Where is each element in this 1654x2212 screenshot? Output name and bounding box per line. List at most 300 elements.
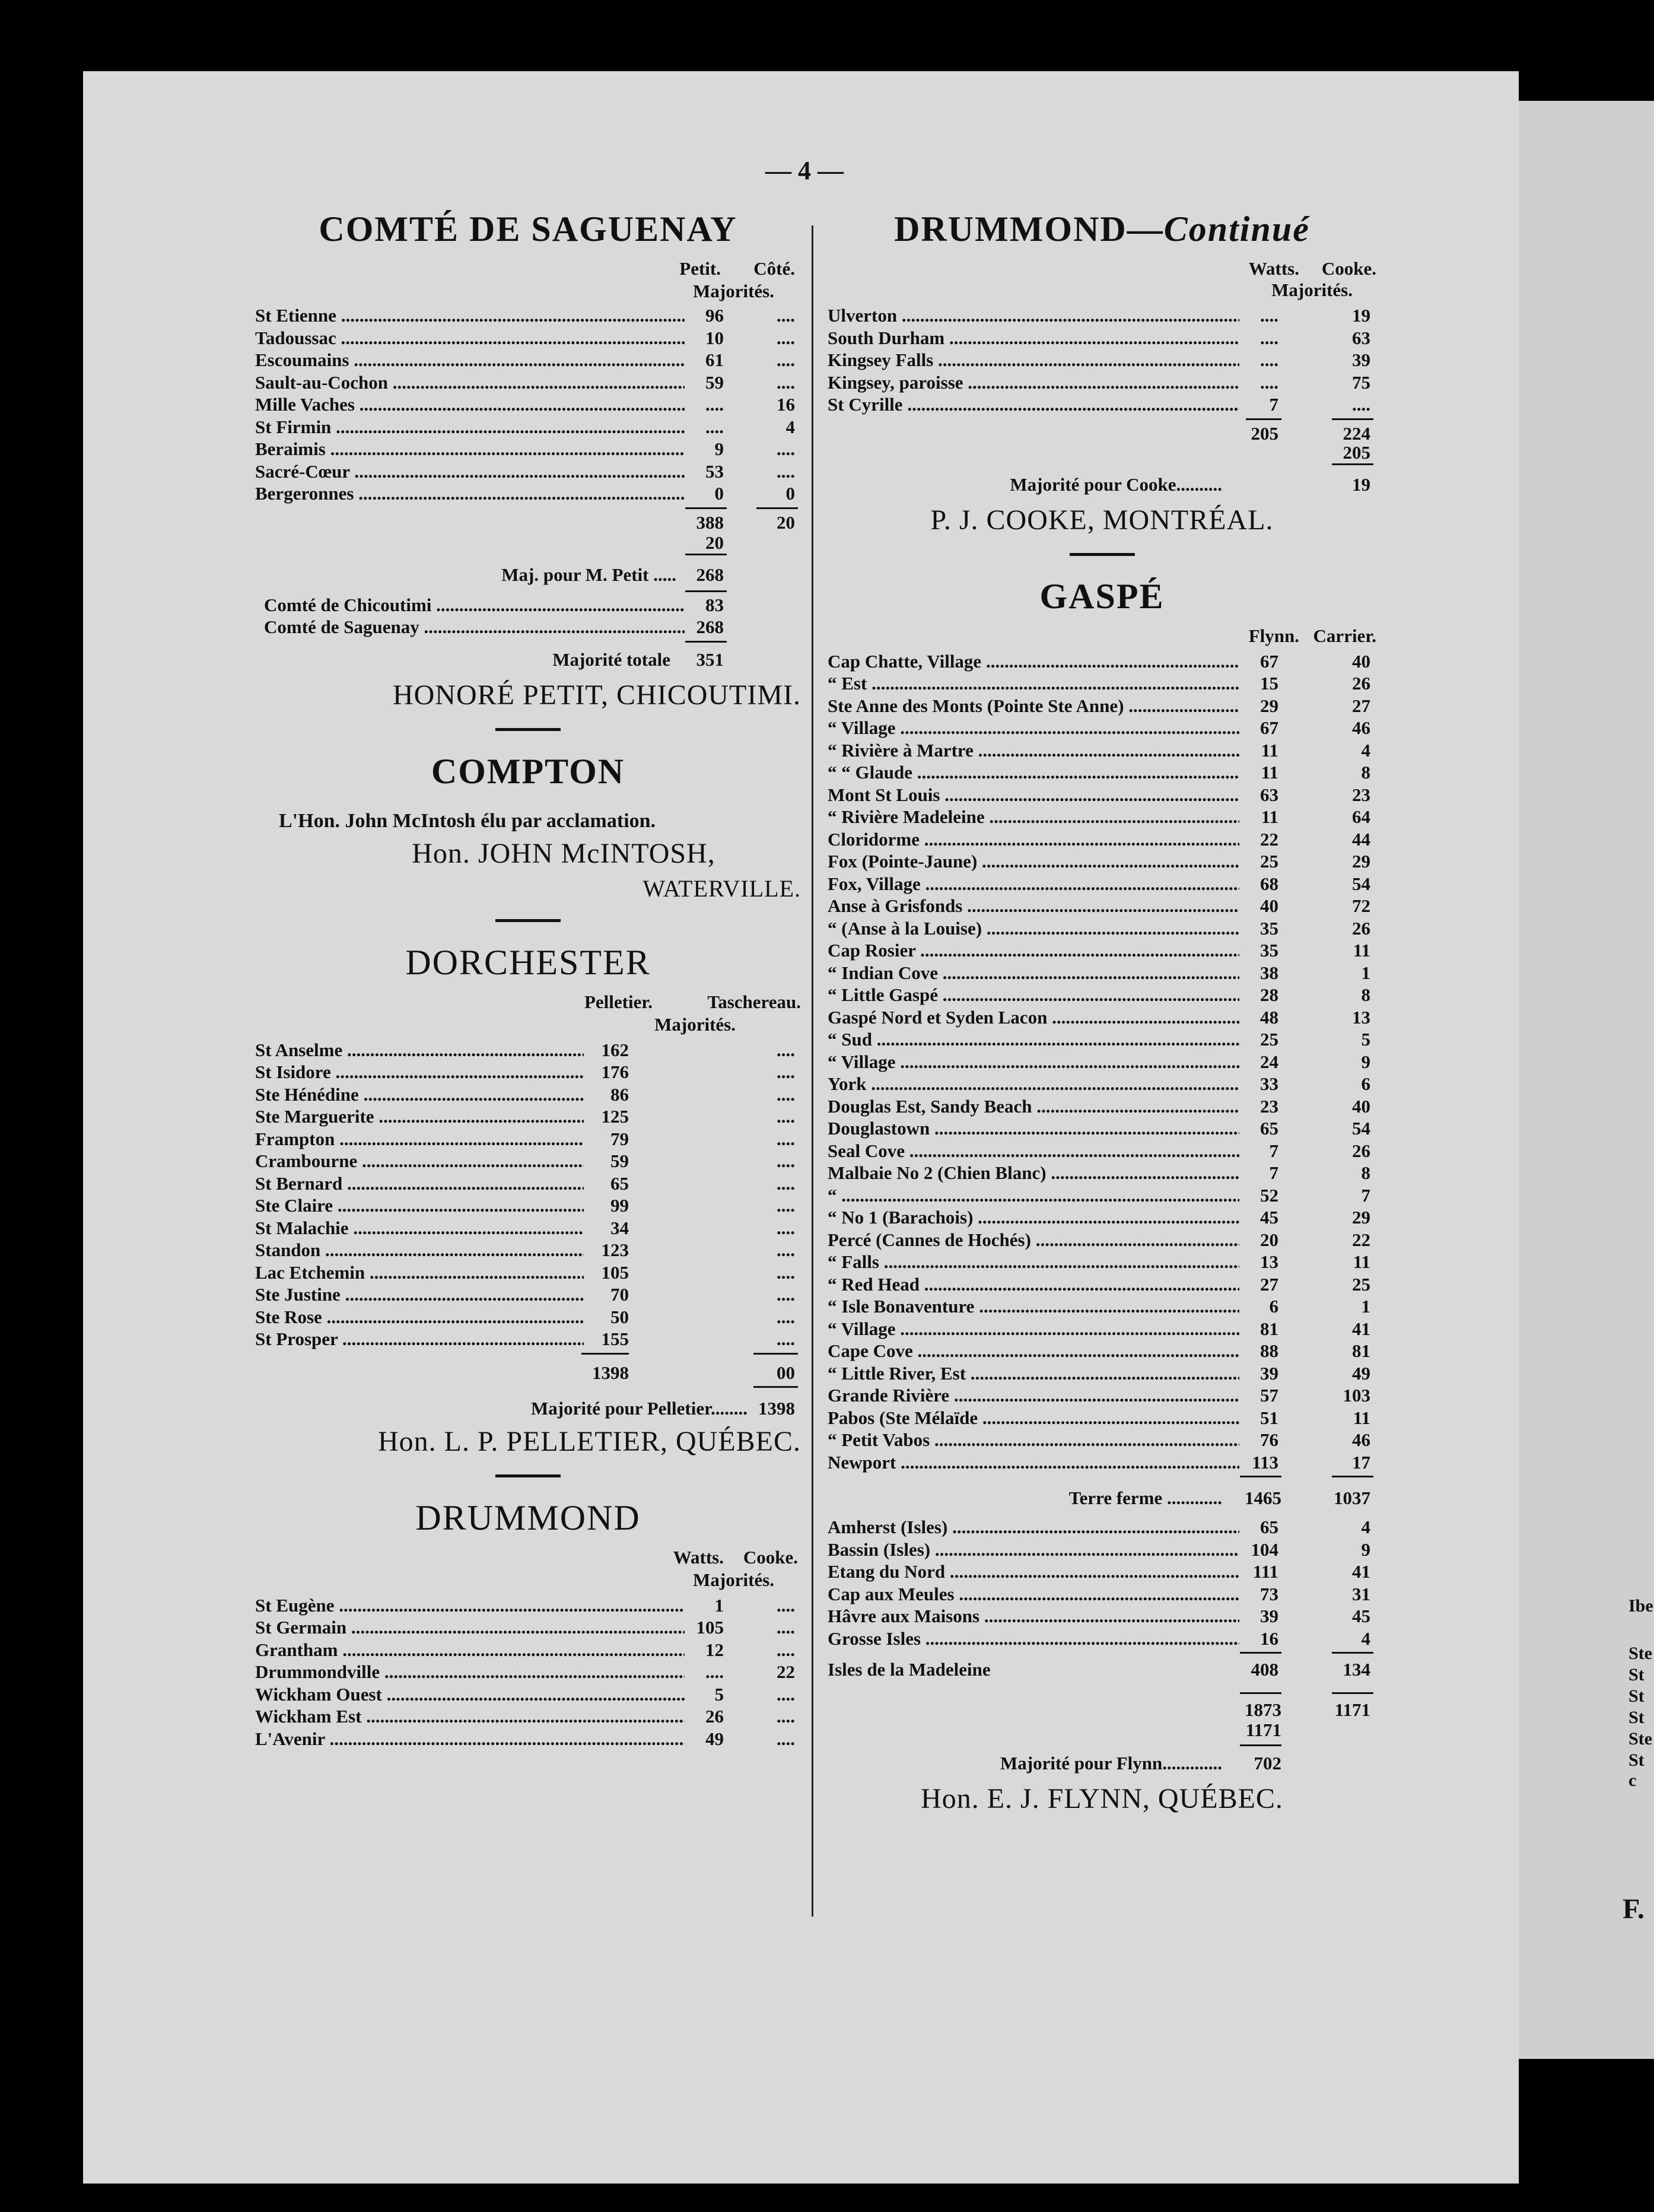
table-row xyxy=(828,371,1376,394)
row-name: Grantham ..... xyxy=(255,1639,694,1661)
col-header-majorites: Majorités. xyxy=(654,1013,736,1035)
dorchester-total xyxy=(255,1350,801,1398)
col-header-flynn: Flynn. xyxy=(1248,625,1299,646)
drummond-cont-title-main: DRUMMOND— xyxy=(894,209,1164,249)
row-value-a: .... xyxy=(1239,327,1278,349)
row-value-b: .... xyxy=(756,1639,795,1661)
row-value-a: 48 xyxy=(1239,1006,1278,1028)
row-value-a: 29 xyxy=(1239,695,1278,717)
next-page-fragment: F. xyxy=(1623,1893,1645,1925)
row-value-b: .... xyxy=(756,1594,795,1616)
row-name: Mille Vaches ..... xyxy=(255,393,694,415)
table-row xyxy=(255,1194,801,1217)
row-value-b: 11 xyxy=(1331,1407,1370,1429)
dorchester-table xyxy=(255,1039,801,1350)
table-row xyxy=(255,1061,801,1083)
drummond-cont-title-italic: Continué xyxy=(1163,209,1310,249)
row-value-b: .... xyxy=(750,1172,795,1194)
table-row xyxy=(255,1239,801,1261)
saguenay-elected: HONORÉ PETIT, CHICOUTIMI. xyxy=(392,679,801,711)
row-value-b: .... xyxy=(750,1283,795,1305)
row-value-a: 39 xyxy=(1239,1362,1278,1384)
row-value-b: 40 xyxy=(1331,650,1370,672)
row-value: 83 xyxy=(685,594,724,616)
saguenay-table xyxy=(255,304,801,505)
table-row xyxy=(255,1217,801,1240)
row-value-a: 28 xyxy=(1239,984,1278,1006)
gaspe-grand-total xyxy=(828,1691,1376,1744)
row-value-a: .... xyxy=(1239,349,1278,371)
row-name: Seal Cove ..... xyxy=(828,1140,1243,1162)
row-value-b: 72 xyxy=(1331,895,1370,917)
majority-value: 702 xyxy=(1254,1753,1281,1774)
row-value-a: 35 xyxy=(1239,939,1278,961)
row-value-b: 26 xyxy=(1331,672,1370,694)
row-value-a: 99 xyxy=(584,1194,629,1216)
row-value-a: 11 xyxy=(1239,806,1278,828)
next-page-edge xyxy=(1519,101,1654,2059)
row-value-b: .... xyxy=(750,1306,795,1328)
row-value-a: 105 xyxy=(685,1616,724,1638)
table-row xyxy=(828,1295,1376,1318)
row-name: Cap Rosier ..... xyxy=(828,939,1243,961)
table-row xyxy=(828,873,1376,895)
row-value-b: 54 xyxy=(1331,873,1370,895)
row-value-a: 40 xyxy=(1239,895,1278,917)
row-name: “ Village ..... xyxy=(828,1051,1243,1073)
row-value-a: 51 xyxy=(1239,1407,1278,1429)
separator xyxy=(495,728,561,731)
row-value-a: 11 xyxy=(1239,761,1278,783)
table-row xyxy=(828,672,1376,695)
table-row xyxy=(828,828,1376,851)
row-name: Escoumains ..... xyxy=(255,349,694,371)
row-value-b: 46 xyxy=(1331,717,1370,739)
row-value-a: 76 xyxy=(1239,1429,1278,1451)
row-name: “ Village ..... xyxy=(828,717,1243,739)
col-header-cooke: Cooke. xyxy=(743,1546,798,1568)
drummond-sub: 205 xyxy=(1343,441,1370,463)
row-name: Percé (Cannes de Hochés) ..... xyxy=(828,1229,1243,1251)
row-value-b: .... xyxy=(750,1105,795,1127)
row-value-a: 25 xyxy=(1239,1028,1278,1050)
table-row xyxy=(828,1340,1376,1362)
row-name: Ste Marguerite ..... xyxy=(255,1105,611,1127)
table-row xyxy=(828,1073,1376,1095)
row-value-b: 4 xyxy=(1331,739,1370,761)
row-value-a: 68 xyxy=(1239,873,1278,895)
row-value-a: 61 xyxy=(685,349,724,371)
row-value-b: 17 xyxy=(1331,1451,1370,1473)
row-value-a: 7 xyxy=(1239,1140,1278,1162)
dorchester-total-pelletier: 1398 xyxy=(592,1362,629,1383)
row-value-b: 5 xyxy=(1331,1028,1370,1050)
row-value-a: 1 xyxy=(685,1594,724,1616)
grand-total-sub: 1171 xyxy=(1245,1720,1281,1740)
row-name: “ Indian Cove ..... xyxy=(828,962,1243,984)
table-row xyxy=(255,1283,801,1306)
drummond-total-watts: 205 xyxy=(1251,422,1278,444)
row-name: Bergeronnes ..... xyxy=(255,482,694,504)
table-row xyxy=(828,349,1376,371)
row-name: “ Rivière à Martre ..... xyxy=(828,739,1243,761)
table-row xyxy=(828,1162,1376,1184)
chicoutimi-row xyxy=(264,594,801,616)
row-name: “ “ Glaude ..... xyxy=(828,761,1243,783)
table-row xyxy=(255,1105,801,1128)
row-name: “ ..... xyxy=(828,1184,1243,1206)
row-value-b: 75 xyxy=(1331,371,1370,393)
compton-title: COMPTON xyxy=(431,751,625,791)
row-value-a: 11 xyxy=(1239,739,1278,761)
row-value-b: 44 xyxy=(1331,828,1370,850)
row-name: Gaspé Nord et Syden Lacon ..... xyxy=(828,1006,1243,1028)
saguenay-county-row xyxy=(264,616,801,638)
table-row xyxy=(255,1328,801,1350)
row-value-b: .... xyxy=(756,1683,795,1705)
drummond-majority xyxy=(828,463,1376,499)
row-value-b: 29 xyxy=(1331,850,1370,872)
row-value-b: 49 xyxy=(1331,1362,1370,1384)
majority-label: Maj. pour M. Petit ..... xyxy=(501,564,676,585)
row-name: Comté de Saguenay ..... xyxy=(264,616,703,638)
majority-label: Majorité pour Flynn............. xyxy=(1000,1753,1222,1774)
table-row xyxy=(828,1318,1376,1340)
gaspe-elected: Hon. E. J. FLYNN, QUÉBEC. xyxy=(921,1783,1283,1814)
next-page-fragment: St xyxy=(1628,1665,1645,1685)
row-value-b: 11 xyxy=(1331,939,1370,961)
row-value-b: 16 xyxy=(756,393,795,415)
table-row xyxy=(255,327,801,349)
table-row xyxy=(828,695,1376,717)
table-row xyxy=(828,393,1376,416)
row-name: St Eugène ..... xyxy=(255,1594,694,1616)
row-value-a: 67 xyxy=(1239,650,1278,672)
row-name: Fox, Village ..... xyxy=(828,873,1243,895)
table-row xyxy=(255,482,801,505)
row-value-b: 81 xyxy=(1331,1340,1370,1362)
row-value-a: 113 xyxy=(1239,1451,1278,1473)
row-value-a: 15 xyxy=(1239,672,1278,694)
row-value-b: 46 xyxy=(1331,1429,1370,1451)
row-name: Drummondville ..... xyxy=(255,1661,694,1683)
majority-value: 19 xyxy=(1352,473,1370,495)
row-value-a: 67 xyxy=(1239,717,1278,739)
table-row xyxy=(828,1539,1376,1561)
row-value-b: .... xyxy=(750,1039,795,1061)
row-name: Mont St Louis ..... xyxy=(828,784,1243,806)
row-name: Wickham Est ..... xyxy=(255,1705,694,1727)
table-row xyxy=(255,1150,801,1172)
drummond-cont-total xyxy=(828,416,1376,463)
table-row xyxy=(828,1229,1376,1251)
row-value-a: 81 xyxy=(1239,1318,1278,1340)
table-row xyxy=(828,327,1376,349)
drummond-cont-table xyxy=(828,304,1376,416)
row-value-a: 79 xyxy=(584,1128,629,1150)
row-name: Beraimis ..... xyxy=(255,438,694,460)
row-value-b: 41 xyxy=(1331,1561,1370,1582)
grand-total-carrier: 1171 xyxy=(1334,1699,1370,1720)
left-column xyxy=(255,202,801,1750)
row-value-a: 65 xyxy=(1239,1516,1278,1538)
row-value-a: .... xyxy=(685,393,724,415)
row-value-a: 123 xyxy=(584,1239,629,1261)
terre-ferme-carrier: 1037 xyxy=(1334,1488,1370,1508)
row-value-b: .... xyxy=(756,1705,795,1727)
gaspe-headers xyxy=(828,625,1376,650)
row-value-b: 8 xyxy=(1331,761,1370,783)
row-value-b: 9 xyxy=(1331,1539,1370,1561)
col-header-majorites: Majorités. xyxy=(1271,279,1353,300)
row-name: Cap aux Meules ..... xyxy=(828,1583,1243,1605)
row-value-b: .... xyxy=(1331,393,1370,415)
row-value-a: 104 xyxy=(1239,1539,1278,1561)
separator xyxy=(495,1474,561,1477)
row-value-b: 103 xyxy=(1331,1384,1370,1406)
row-value-b: .... xyxy=(750,1217,795,1239)
row-name: “ Red Head ..... xyxy=(828,1273,1243,1295)
table-row xyxy=(828,1362,1376,1385)
table-row xyxy=(828,962,1376,984)
table-row xyxy=(828,761,1376,784)
table-row xyxy=(255,349,801,371)
row-value-b: 13 xyxy=(1331,1006,1370,1028)
row-name: Crambourne ..... xyxy=(255,1150,611,1172)
row-name: “ No 1 (Barachois) ..... xyxy=(828,1206,1243,1228)
row-name: St Anselme ..... xyxy=(255,1039,611,1061)
row-value-b: 0 xyxy=(756,482,795,504)
col-header-petit: Petit. xyxy=(679,258,721,279)
row-name: Wickham Ouest ..... xyxy=(255,1683,694,1705)
row-value-a: .... xyxy=(1239,304,1278,326)
row-value-a: 23 xyxy=(1239,1095,1278,1117)
row-name: Sacré-Cœur ..... xyxy=(255,460,694,482)
row-value-a: 50 xyxy=(584,1306,629,1328)
row-value-a: 63 xyxy=(1239,784,1278,806)
row-value-a: 27 xyxy=(1239,1273,1278,1295)
table-row xyxy=(255,1683,801,1706)
row-value-a: 7 xyxy=(1239,1162,1278,1184)
row-name: Grande Rivière ..... xyxy=(828,1384,1243,1406)
table-row xyxy=(255,1639,801,1661)
row-name: Pabos (Ste Mélaïde ..... xyxy=(828,1407,1243,1429)
col-header-cooke: Cooke. xyxy=(1321,258,1376,279)
table-row xyxy=(828,850,1376,873)
row-value-a: 34 xyxy=(584,1217,629,1239)
col-header-majorites: Majorités. xyxy=(693,281,774,301)
row-name: Ste Rose ..... xyxy=(255,1306,611,1328)
row-name: Sault-au-Cochon ..... xyxy=(255,371,694,393)
row-value-a: 52 xyxy=(1239,1184,1278,1206)
saguenay-total xyxy=(255,505,801,552)
right-column xyxy=(828,202,1376,1820)
table-row xyxy=(828,1095,1376,1118)
table-row xyxy=(828,806,1376,828)
row-value: 268 xyxy=(685,616,724,638)
row-name: Grosse Isles ..... xyxy=(828,1628,1243,1650)
table-row xyxy=(828,739,1376,762)
row-value-a: 49 xyxy=(685,1728,724,1750)
total-label: Majorité totale xyxy=(552,649,670,670)
row-value-b: 64 xyxy=(1331,806,1370,828)
drummond-table xyxy=(255,1594,801,1750)
table-row xyxy=(255,393,801,416)
next-page-fragment: Ste xyxy=(1628,1729,1652,1749)
row-value-b: 4 xyxy=(1331,1628,1370,1650)
row-name: Kingsey Falls ..... xyxy=(828,349,1278,371)
table-row xyxy=(255,304,801,327)
row-value-a: 20 xyxy=(1239,1229,1278,1251)
col-header-carrier: Carrier. xyxy=(1313,625,1376,646)
col-header-watts: Watts. xyxy=(1248,258,1299,279)
table-row xyxy=(255,1661,801,1683)
row-value-b: 26 xyxy=(1331,917,1370,939)
row-value-b: 27 xyxy=(1331,695,1370,717)
row-value-b: .... xyxy=(750,1061,795,1083)
dorchester-title: DORCHESTER xyxy=(405,942,651,982)
row-value-b: .... xyxy=(756,1728,795,1750)
row-name: Ste Anne des Monts (Pointe Ste Anne) ..... xyxy=(828,695,1243,717)
row-name: Comté de Chicoutimi ..... xyxy=(264,594,703,616)
saguenay-majority xyxy=(255,552,801,594)
row-name: “ Village ..... xyxy=(828,1318,1243,1340)
row-value-b: .... xyxy=(756,327,795,349)
drummond-title: DRUMMOND xyxy=(415,1498,641,1537)
row-value-a: 16 xyxy=(1239,1628,1278,1650)
row-value-a: 24 xyxy=(1239,1051,1278,1073)
row-value-a: 13 xyxy=(1239,1251,1278,1273)
row-value-b: .... xyxy=(750,1328,795,1350)
row-value-a: .... xyxy=(685,416,724,438)
row-name: York ..... xyxy=(828,1073,1243,1095)
row-name: St Firmin ..... xyxy=(255,416,694,438)
table-row xyxy=(828,1605,1376,1628)
col-header-pelletier: Pelletier. xyxy=(584,991,653,1012)
isles-carrier: 134 xyxy=(1343,1659,1370,1680)
table-row xyxy=(255,1261,801,1284)
column-divider xyxy=(812,225,813,1917)
table-row xyxy=(828,784,1376,806)
row-value-a: .... xyxy=(685,1661,724,1683)
compton-elected-name: Hon. JOHN McINTOSH, xyxy=(412,837,715,869)
table-row xyxy=(828,717,1376,739)
row-name: L'Avenir ..... xyxy=(255,1728,694,1750)
drummond-elected: P. J. COOKE, MONTRÉAL. xyxy=(930,504,1274,536)
table-row xyxy=(828,1184,1376,1207)
row-value-b: 22 xyxy=(756,1661,795,1683)
row-name: St Malachie ..... xyxy=(255,1217,611,1239)
table-row xyxy=(828,1516,1376,1539)
row-value-a: 26 xyxy=(685,1705,724,1727)
row-value-a: 162 xyxy=(584,1039,629,1061)
table-row xyxy=(828,1006,1376,1029)
row-name: “ Rivière Madeleine ..... xyxy=(828,806,1243,828)
row-name: “ Isle Bonaventure ..... xyxy=(828,1295,1243,1317)
table-row xyxy=(828,650,1376,673)
isles-flynn: 408 xyxy=(1251,1659,1278,1680)
saguenay-grand-total xyxy=(255,638,801,674)
row-value-b: 8 xyxy=(1331,1162,1370,1184)
table-row xyxy=(828,1140,1376,1162)
row-name: Douglas Est, Sandy Beach ..... xyxy=(828,1095,1243,1117)
row-value-a: 111 xyxy=(1239,1561,1278,1582)
row-value-a: 0 xyxy=(685,482,724,504)
row-value-a: 155 xyxy=(584,1328,629,1350)
row-name: Kingsey, paroisse ..... xyxy=(828,371,1278,393)
majority-label: Majorité pour Pelletier........ xyxy=(530,1397,748,1419)
table-row xyxy=(828,1451,1376,1474)
row-name: St Bernard ..... xyxy=(255,1172,611,1194)
drummond-cont-title xyxy=(828,209,1376,250)
row-name: Cloridorme ..... xyxy=(828,828,1243,850)
row-value-b: 40 xyxy=(1331,1095,1370,1117)
row-name: Tadoussac ..... xyxy=(255,327,694,349)
row-name: Amherst (Isles) ..... xyxy=(828,1516,1243,1538)
row-name: Cape Cove ..... xyxy=(828,1340,1243,1362)
row-value-b: 8 xyxy=(1331,984,1370,1006)
row-value-b: 22 xyxy=(1331,1229,1370,1251)
row-value-b: .... xyxy=(756,349,795,371)
row-name: “ Little River, Est ..... xyxy=(828,1362,1243,1384)
row-value-a: 53 xyxy=(685,460,724,482)
row-name: Ste Claire ..... xyxy=(255,1194,611,1216)
row-value-b: 1 xyxy=(1331,962,1370,984)
row-value-b: .... xyxy=(756,460,795,482)
row-value-b: 4 xyxy=(1331,1516,1370,1538)
row-name: “ Est ..... xyxy=(828,672,1243,694)
row-value-b: 1 xyxy=(1331,1295,1370,1317)
row-name: St Germain ..... xyxy=(255,1616,694,1638)
row-name: “ (Anse à la Louise) ..... xyxy=(828,917,1243,939)
row-value-a: 33 xyxy=(1239,1073,1278,1095)
table-row xyxy=(828,984,1376,1006)
gaspe-terre-ferme xyxy=(828,1473,1376,1516)
row-value-b: 63 xyxy=(1331,327,1370,349)
grand-total-flynn: 1873 xyxy=(1245,1699,1281,1720)
gaspe-majority xyxy=(828,1744,1376,1778)
col-header-majorites: Majorités. xyxy=(693,1569,774,1590)
col-header-cote: Côté. xyxy=(753,258,795,279)
row-value-b: 54 xyxy=(1331,1117,1370,1139)
row-name: Hâvre aux Maisons ..... xyxy=(828,1605,1243,1627)
table-row xyxy=(828,917,1376,940)
row-value-a: 5 xyxy=(685,1683,724,1705)
table-row xyxy=(255,1083,801,1106)
next-page-fragment: Ste xyxy=(1628,1644,1652,1663)
row-value-b: 26 xyxy=(1331,1140,1370,1162)
row-name: South Durham ..... xyxy=(828,327,1278,349)
row-value-a: 59 xyxy=(584,1150,629,1172)
row-name: Standon ..... xyxy=(255,1239,611,1261)
table-row xyxy=(255,1172,801,1195)
table-row xyxy=(255,1728,801,1750)
table-row xyxy=(828,1051,1376,1073)
page-number: — 4 — xyxy=(765,156,844,185)
table-row xyxy=(255,1039,801,1061)
row-name: St Cyrille ..... xyxy=(828,393,1278,415)
row-value-a: 176 xyxy=(584,1061,629,1083)
table-row xyxy=(828,304,1376,327)
row-name: “ Falls ..... xyxy=(828,1251,1243,1273)
row-value-a: 22 xyxy=(1239,828,1278,850)
saguenay-title: COMTÉ DE SAGUENAY xyxy=(319,209,737,249)
gaspe-table xyxy=(828,650,1376,1474)
row-name: Lac Etchemin ..... xyxy=(255,1261,611,1283)
row-name: Ste Hénédine ..... xyxy=(255,1083,611,1105)
row-value-b: 29 xyxy=(1331,1206,1370,1228)
isles-total xyxy=(828,1650,1376,1691)
